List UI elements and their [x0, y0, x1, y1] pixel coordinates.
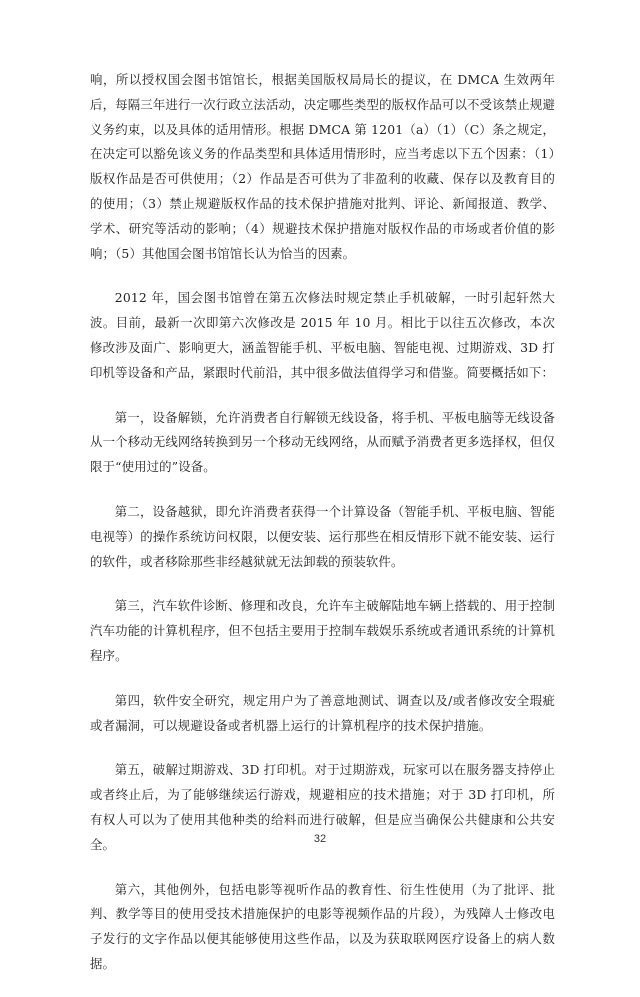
paragraph-security-research: 第四，软件安全研究，规定用户为了善意地测试、调查以及/或者修改安全瑕疵或者漏洞，可以规避设备或者机器上运行的计算机程序的技术保护措施。 [90, 692, 555, 733]
paragraph-games-3d-printers: 第五，破解过期游戏、3D 打印机。对于过期游戏，玩家可以在服务器支持停止或者终止后，为了能够继续运行游戏，规避相应的技术措施；对于 3D 打印机，所有权人可以为了使用其他种类的给料而进行破解，但是应当确保公共健康和公共安全。 [90, 762, 555, 852]
paragraph-continuation: 响，所以授权国会图书馆馆长，根据美国版权局局长的提议，在 DMCA 生效两年后，每隔三年进行一次行政立法活动，决定哪些类型的版权作品可以不受该禁止规避义务约束，以及具体的适用情形。根据 DMCA 第 1201（a）（1）（C）条之规定，在决定可以豁免该义务的作品类型和具体适用情形时，应当考虑以下五个因素：（1）版权作品是否可供使用；（2）作品是否可供为了非盈利的收藏、保存以及教育目的的使用；（3）禁止规避版权作品的技术保护措施对批判、评论、新闻报道、教学、学术、研究等活动的影响；（4）规避技术保护措施对版权作品的市场或者价值的影响；（5）其他国会图书馆馆长认为恰当的因素。 [90, 72, 555, 261]
document-body [90, 68, 555, 997]
paragraph-device-unlocking: 第一，设备解锁，允许消费者自行解锁无线设备，将手机、平板电脑等无线设备从一个移动无线网络转换到另一个移动无线网络，从而赋予消费者更多选择权，但仅限于“使用过的”设备。 [90, 409, 555, 475]
page-number: 32 [313, 833, 327, 845]
paragraph-vehicle-software: 第三，汽车软件诊断、修理和改良，允许车主破解陆地车辆上搭载的、用于控制汽车功能的计算机程序，但不包括主要用于控制车载娱乐系统或者通讯系统的计算机程序。 [90, 598, 555, 663]
paragraph-jailbreaking: 第二，设备越狱，即允许消费者获得一个计算设备（智能手机、平板电脑、智能电视等）的操作系统访问权限，以便安装、运行那些在相反情形下就不能安装、运行的软件，或者移除那些非经越狱就无法卸载的预装软件。 [90, 503, 555, 569]
paragraph-2012-overview: 2012 年，国会图书馆曾在第五次修法时规定禁止手机破解，一时引起轩然大波。目前，最新一次即第六次修改是 2015 年 10 月。相比于以往五次修改，本次修改涉及面广、影响更大，涵盖智能手机、平板电脑、智能电视、过期游戏、3D 打印机等设备和产品，紧跟时代前沿，其中很多做法值得学习和借鉴。简要概括如下： [90, 290, 555, 380]
paragraph-other-exceptions: 第六，其他例外，包括电影等视听作品的教育性、衍生性使用（为了批评、批判、教学等目的使用受技术措施保护的电影等视频作品的片段），为残障人士修改电子发行的文字作品以便其能够使用这些作品，以及为获取联网医疗设备上的病人数据。 [90, 881, 555, 971]
